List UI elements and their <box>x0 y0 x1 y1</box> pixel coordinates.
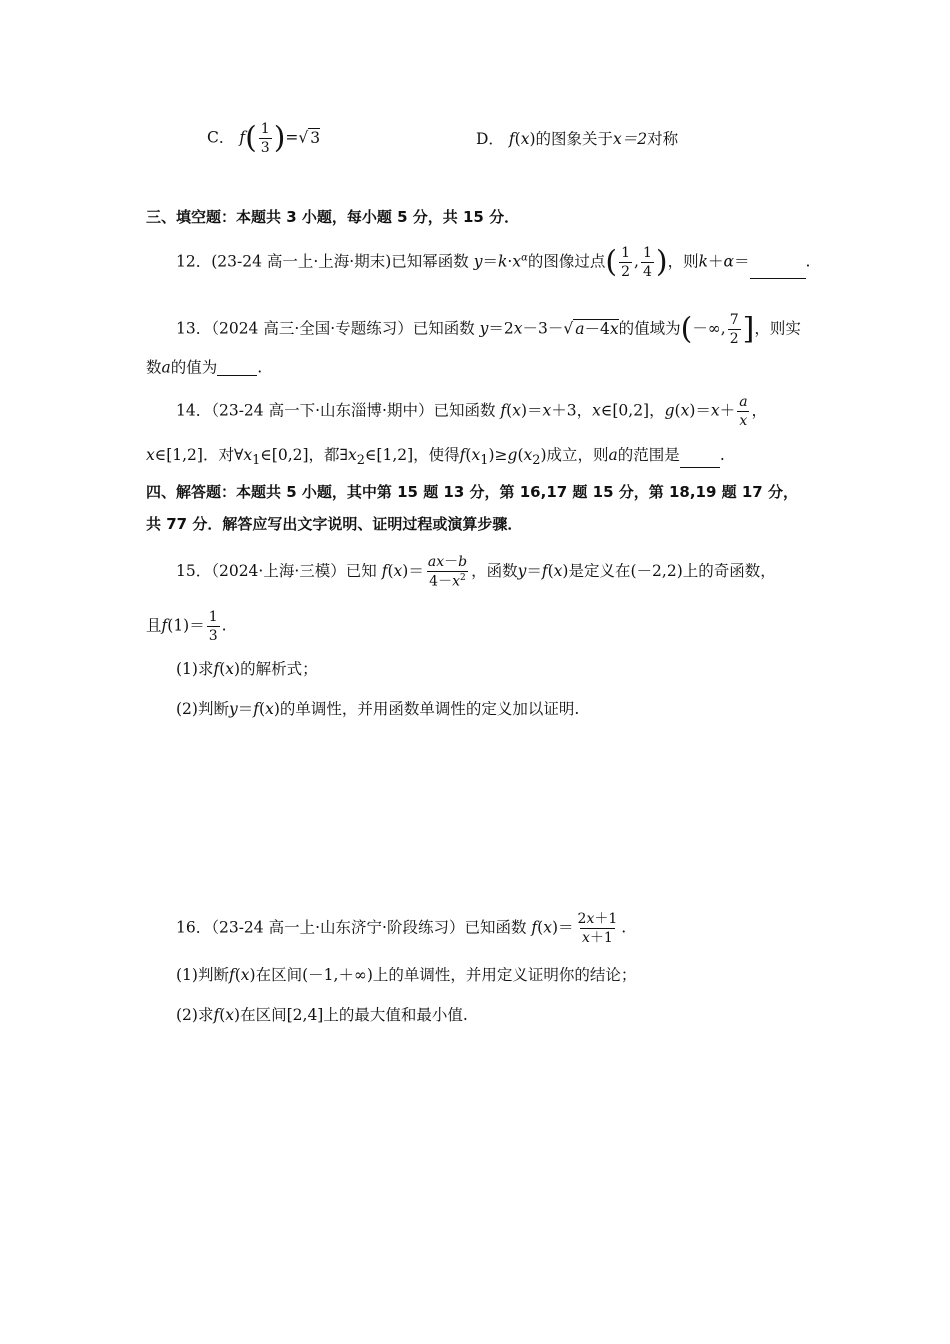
option-c: C． f( $\frac{1}{3}$ )=√ 3 <box>207 120 321 156</box>
answer-blank <box>217 360 257 376</box>
option-d: D． f(x)的图象关于x＝2对称 <box>476 130 679 148</box>
answer-blank <box>680 452 720 468</box>
section-3-heading: 三、填空题：本题共 3 小题，每小题 5 分，共 15 分． <box>146 208 520 226</box>
question-15: 15．（2024·上海·三模）已知 f(x)＝ $\frac{ax-b}{4-x^2}$ ，函数y＝f(x)是定义在(－2,2)上的奇函数， <box>176 554 776 590</box>
question-16-part-2: (2)求f(x)在区间[2,4]上的最大值和最小值. <box>176 1006 468 1024</box>
answer-blank <box>750 263 806 279</box>
section-4-heading-line-2: 共 77 分．解答应写出文字说明、证明过程或演算步骤． <box>146 515 523 533</box>
question-12: 12．(23-24 高一上·上海·期末)已知幂函数 $y=k\cdot x^\alpha$的图像过点( $\frac{1}{2}$ , $\frac{1}{4}$ )，则k＋α＝ . <box>176 244 811 280</box>
question-13-line-2: 数a的值为 . <box>146 358 263 377</box>
question-14: 14．（23-24 高一下·山东淄博·期中）已知函数 f(x)＝x＋3，x∈[0,2]，g(x)＝x＋ $\frac{a}{x}$ ， <box>176 394 768 429</box>
question-15-line-2: 且f(1)＝ $\frac{1}{3}$ . <box>146 609 227 644</box>
question-14-line-2: x∈[1,2]．对$\forall x_1\in[0,2]$，都$\exists x_2\in[1,2]$，使得$f(x_1)\ge g(x_2)$成立，则a的范围是 . <box>146 446 725 469</box>
question-16: 16．（23-24 高一上·山东济宁·阶段练习）已知函数 f(x)＝ $\frac{2x+1}{x+1}$ . <box>176 911 627 946</box>
question-15-part-2: (2)判断y＝f(x)的单调性，并用函数单调性的定义加以证明. <box>176 700 580 718</box>
question-13: 13．（2024 高三·全国·专题练习）已知函数 y＝2x－3－√ a－4x的值域为(－∞, $\frac{7}{2}$ ]，则实 <box>176 311 801 347</box>
question-15-part-1: (1)求f(x)的解析式； <box>176 660 318 678</box>
option-d-label: D． <box>476 130 504 148</box>
question-16-part-1: (1)判断f(x)在区间(－1,＋∞)上的单调性，并用定义证明你的结论； <box>176 966 637 984</box>
option-c-label: C． <box>207 128 235 147</box>
section-4-heading: 四、解答题：本题共 5 小题，其中第 15 题 13 分，第 16,17 题 15 分，第 18,19 题 17 分， <box>146 483 798 501</box>
